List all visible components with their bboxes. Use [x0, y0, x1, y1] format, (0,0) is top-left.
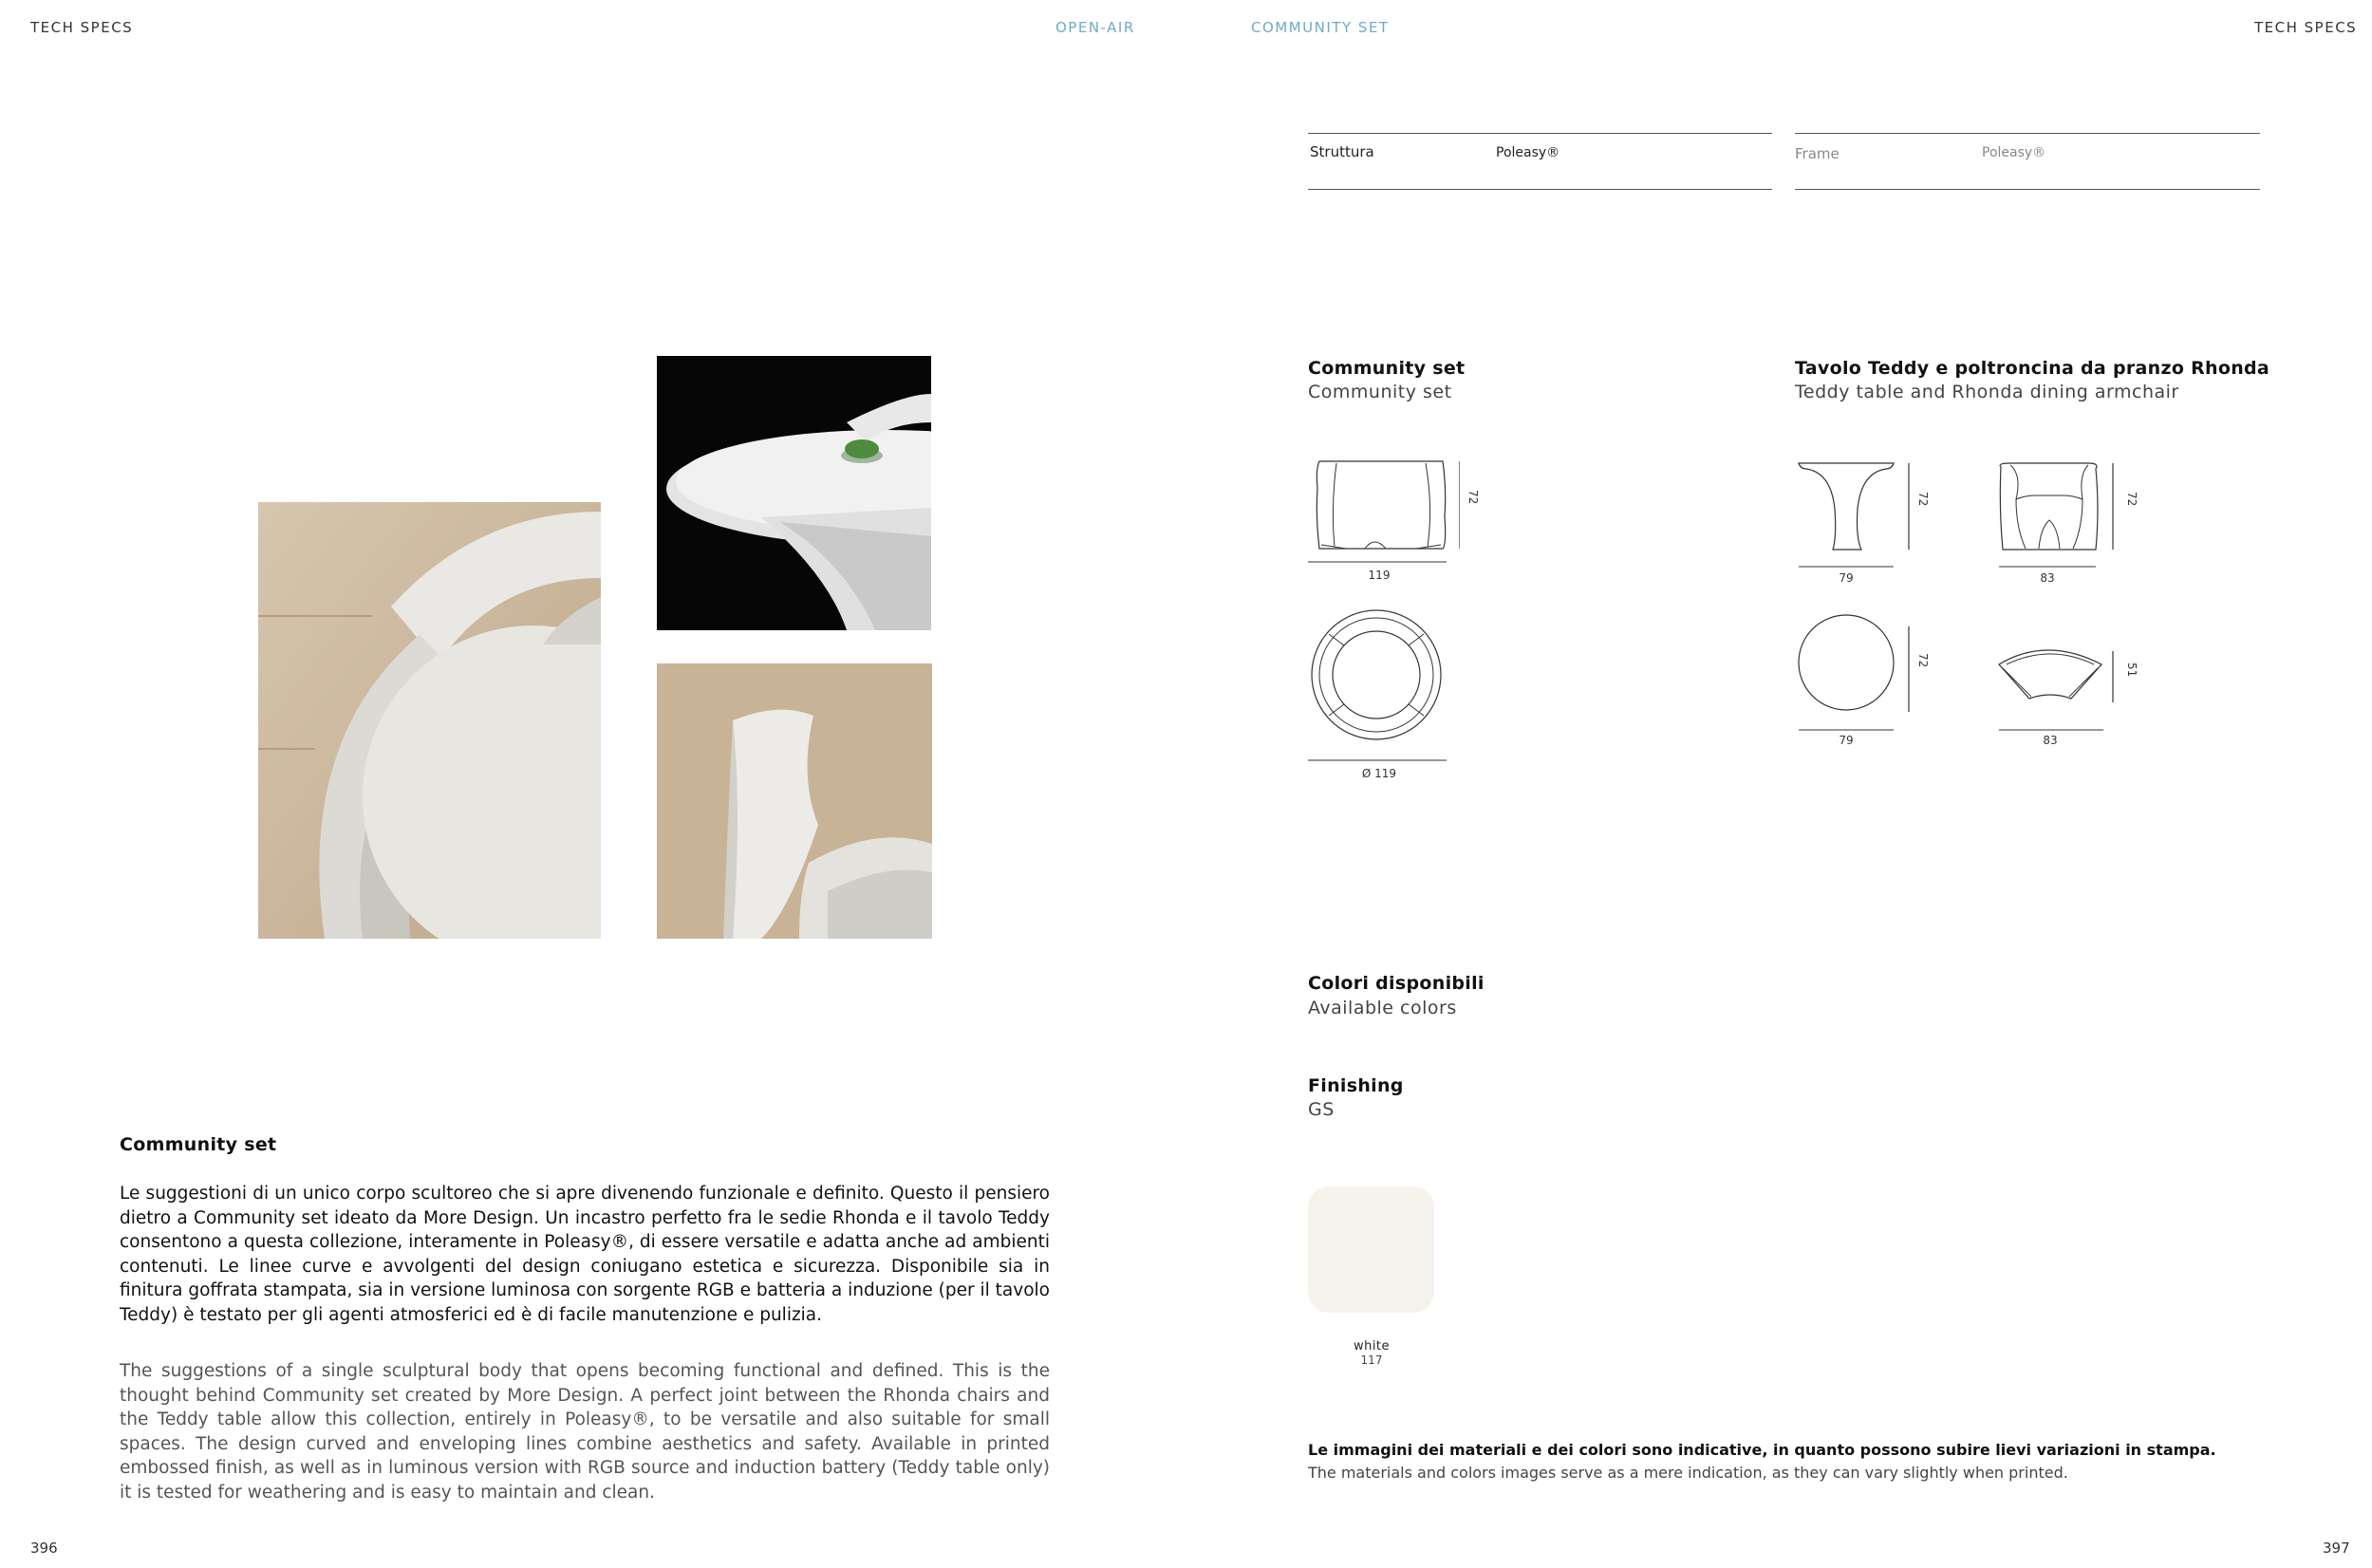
- dim-chair-top-width: 83: [2043, 734, 2058, 747]
- spec-label-it: Struttura: [1310, 143, 1374, 160]
- description-it: Le suggestioni di un unico corpo scultoreo che si apre divenendo funzionale e definito. Questo il pensiero dietro a Community set ideato da More Design. Un incastro perfetto fra le sedie Rhonda e il tavolo Teddy consentono a questa collezione, interamente in Poleasy®, di essere versatile e adatta anche ad ambienti contenuti. Le linee curve e avvolgenti del design coniugano estetica e sicurezza. Disponibile sia in finitura goffrata stampata, sia in versione luminosa con sorgente RGB e batteria a induzione (per il tavolo Teddy) è testato per gli agenti atmosferici ed è di facile manutenzione e pulizia.: [120, 1184, 1050, 1325]
- header-product: COMMUNITY SET: [1251, 19, 1390, 36]
- spec-table-en: [1795, 133, 2260, 190]
- colors-title-it: Colori disponibili: [1308, 973, 1485, 994]
- dim-left-height: 72: [1466, 490, 1480, 505]
- dim-left-width: 119: [1368, 569, 1391, 582]
- swatch-name: white: [1353, 1339, 1391, 1353]
- dim-chair-height: 72: [2125, 492, 2139, 507]
- note-en: The materials and colors images serve as a mere indication, as they can vary slightly when printed.: [1308, 1464, 2068, 1482]
- header-section: OPEN-AIR: [1055, 19, 1135, 36]
- page-number-left: 396: [30, 1540, 58, 1557]
- drawing-rhonda-top: [1997, 642, 2120, 737]
- dim-chair-top-depth: 51: [2125, 663, 2139, 678]
- swatch-code: 117: [1360, 1353, 1383, 1367]
- page-number-right: 397: [2323, 1540, 2350, 1557]
- photo-chairs-table: [258, 502, 601, 939]
- color-swatch-white: [1308, 1186, 1434, 1313]
- dim-table-width: 79: [1839, 571, 1854, 585]
- spec-value-it: Poleasy®: [1496, 145, 1560, 160]
- dim-table-top-width: 79: [1839, 734, 1854, 747]
- product-right-title-it: Tavolo Teddy e poltroncina da pranzo Rhonda: [1795, 358, 2270, 379]
- header-right: TECH SPECS: [2254, 19, 2358, 36]
- finishing-value: GS: [1308, 1099, 1335, 1120]
- finishing-label: Finishing: [1308, 1075, 1404, 1096]
- drawing-community-top: [1308, 609, 1460, 761]
- description-en: The suggestions of a single sculptural body that opens becoming functional and defined. This is the thought behind Community set created by More Design. A perfect joint between the Rhonda chairs and the Teddy table allow this collection, entirely in Poleasy®, to be versatile and also suitable for small spaces. The design curved and enveloping lines combine aesthetics and safety. Available in printed embossed finish, as well as in luminous version with RGB source and induction battery (Teddy table only) it is tested for weathering and is easy to maintain and clean.: [120, 1361, 1050, 1503]
- dim-left-diameter: Ø 119: [1361, 767, 1397, 780]
- product-right-title-en: Teddy table and Rhonda dining armchair: [1795, 382, 2179, 402]
- spec-label-en: Frame: [1795, 145, 1840, 162]
- product-left-title-it: Community set: [1308, 358, 1466, 379]
- colors-title-en: Available colors: [1308, 998, 1457, 1018]
- dim-chair-width: 83: [2040, 571, 2055, 585]
- description-title: Community set: [120, 1134, 277, 1155]
- header-left: TECH SPECS: [30, 19, 134, 36]
- product-left-title-en: Community set: [1308, 382, 1452, 402]
- dim-table-height: 72: [1916, 492, 1930, 507]
- spec-value-en: Poleasy®: [1982, 145, 2046, 160]
- spec-table-it: [1308, 133, 1772, 190]
- note-it: Le immagini dei materiali e dei colori sono indicative, in quanto possono subire lievi variazioni in stampa.: [1308, 1441, 2216, 1459]
- dim-table-top-depth: 72: [1916, 653, 1930, 668]
- photo-rhonda-chair: [657, 663, 932, 939]
- photo-teddy-table: [657, 356, 931, 630]
- drawing-rhonda-front: [1997, 461, 2120, 570]
- drawing-teddy-front: [1795, 461, 1918, 570]
- drawing-teddy-top: [1795, 613, 1918, 737]
- drawing-community-front: [1308, 459, 1460, 573]
